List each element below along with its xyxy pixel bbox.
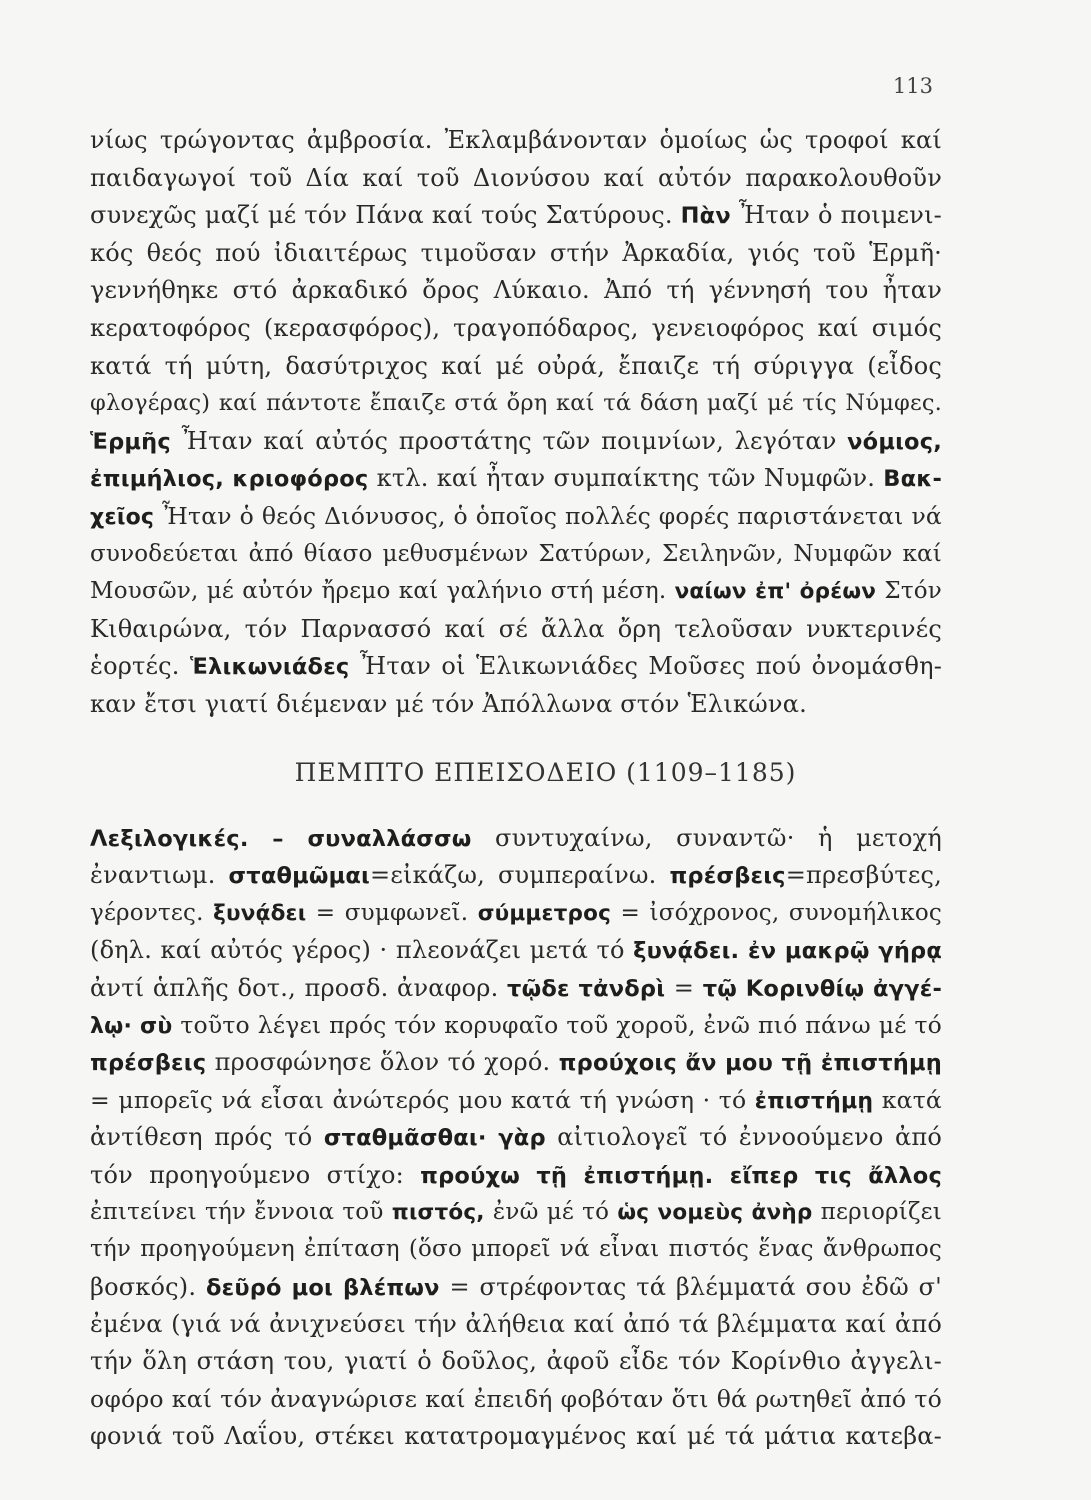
bold-term: τῷ Κορινθίῳ ἀγγέ- (702, 975, 943, 1002)
text-line (90, 1194, 942, 1231)
text-line (90, 611, 942, 649)
bold-term: Λεξιλογικές. – συναλλάσσω (90, 826, 472, 852)
text-line (90, 648, 942, 686)
text-run: ἐναντιωμ. (90, 861, 229, 890)
bold-term: Ἑλικωνιάδες (189, 654, 350, 681)
bold-term: πιστός, (391, 1199, 485, 1225)
bold-term: ὡς νομεὺς ἀνὴρ (617, 1199, 813, 1225)
text-run: =πρεσβύτες, (785, 861, 942, 890)
text-line (90, 385, 942, 423)
text-run: Μουσῶν, μέ αὐτόν ἤρεμο καί γαλήνιο στή μέση. (90, 578, 675, 605)
text-run: = μπορεῖς νά εἶσαι ἀνώτερός μου κατά τή γνώση · τό (90, 1085, 755, 1114)
text-run: = (665, 973, 703, 1002)
text-run: κός θεός πού ἰδιαιτέρως τιμοῦσαν στήν Ἀρκαδία, γιός τοῦ Ἑρμῆ· (90, 238, 942, 267)
text-run: ἀντί ἁπλῆς δοτ., προσδ. ἀναφορ. (90, 973, 508, 1002)
text-run: καν ἔτσι γιατί διέμεναν μέ τόν Ἀπόλλωνα στόν Ἑλικώνα. (90, 689, 807, 718)
glossary-paragraph (90, 820, 942, 1456)
bold-term: προύχω τῇ ἐπιστήμῃ. εἴπερ τις ἄλλος (420, 1162, 942, 1189)
bold-term: δεῦρό μοι βλέπων (205, 1274, 440, 1301)
text-line (90, 122, 942, 160)
bold-term: σταθμᾶσθαι· γὰρ (323, 1125, 546, 1152)
text-run: τοῦτο λέγει πρός τόν κορυφαῖο τοῦ χοροῦ, ἐνῶ πιό πάνω μέ τό (172, 1010, 942, 1039)
text-line (90, 272, 942, 310)
text-line (90, 423, 942, 461)
text-line (90, 197, 942, 235)
bold-term: τῷδε τἀνδρὶ (507, 975, 666, 1002)
bold-term: ἐπιστήμῃ (754, 1088, 874, 1114)
text-line (90, 1082, 942, 1119)
text-line (90, 310, 942, 348)
text-line (90, 820, 942, 857)
text-run: παιδαγωγοί τοῦ Δία καί τοῦ Διονύσου καί αὐτόν παρακολουθοῦν (90, 163, 942, 192)
page-number: 113 (892, 74, 933, 98)
text-run: οφόρο καί τόν ἀναγνώρισε καί ἐπειδή φοβόταν ὅτι θά ρωτηθεῖ ἀπό τό (90, 1384, 942, 1413)
text-line (90, 1269, 942, 1306)
bold-term: ναίων ἐπ' ὀρέων (674, 579, 877, 605)
text-line (90, 895, 942, 932)
text-line (90, 1119, 942, 1156)
text-run: τήν ὅλη στάση του, γιατί ὁ δοῦλος, ἀφοῦ εἶδε τόν Κορίνθιο ἀγγελι- (90, 1347, 942, 1376)
text-run: ἑορτές. (90, 652, 190, 681)
text-run: = συμφωνεῖ. (306, 899, 478, 926)
text-run: συντυχαίνω, συναντῶ· ἡ μετοχή (471, 824, 942, 852)
bold-term: πρέσβεις (90, 1050, 207, 1077)
text-run: γέροντες. (90, 899, 214, 926)
text-line (90, 1157, 942, 1194)
text-run: ἐμένα (γιά νά ἀνιχνεύσει τήν ἀλήθεια καί ἀπό τά βλέμματα καί ἀπό (90, 1310, 942, 1339)
text-run: Κιθαιρώνα, τόν Παρνασσό καί σέ ἄλλα ὄρη τελοῦσαν νυκτερινές (90, 614, 942, 643)
text-line (90, 1381, 942, 1418)
text-line (90, 160, 942, 198)
commentary-paragraph-1 (90, 122, 942, 724)
bold-term: χεῖος (90, 504, 155, 530)
text-run: Ἦταν καί αὐτός προστάτης τῶν ποιμνίων, λεγόταν (170, 426, 848, 455)
text-line (90, 1306, 942, 1343)
text-line (90, 932, 942, 969)
text-line (90, 686, 942, 724)
bold-term: Πὰν (680, 203, 731, 230)
text-run: συνεχῶς μαζί μέ τόν Πάνα καί τούς Σατύρους. (90, 201, 681, 230)
bold-term: σταθμῶμαι (228, 863, 371, 890)
text-line (90, 1343, 942, 1380)
bold-term: ξυνᾴδει (213, 900, 307, 926)
text-line (90, 460, 942, 498)
text-line (90, 235, 942, 273)
text-run: νίως τρώγοντας ἀμβροσία. Ἐκλαμβάνονταν ὁμοίως ὡς τροφοί καί (90, 126, 942, 154)
text-run: = ἰσόχρονος, συνομήλικος (611, 899, 942, 926)
text-line (90, 1007, 942, 1044)
bold-term: προύχοις ἄν μου τῇ ἐπιστήμῃ (558, 1050, 942, 1077)
text-run: αἰτιολογεῖ τό ἐννοούμενο ἀπό (545, 1123, 942, 1152)
text-run: = στρέφοντας τά βλέμματά σου ἐδῶ σ' (439, 1272, 942, 1301)
bold-term: νόμιος, (847, 428, 942, 455)
text-run: κατά τή μύτη, δασύτριχος καί μέ οὐρά, ἔπαιζε τή σύριγγα (εἶδος (90, 351, 942, 380)
bold-term: ξυνᾴδει. ἐν μακρῷ γήρᾳ (633, 938, 942, 965)
text-line (90, 536, 942, 574)
text-run: ἐνῶ μέ τό (484, 1198, 618, 1225)
text-run: κατά (873, 1085, 942, 1114)
bold-term: Βακ- (883, 466, 943, 493)
text-run: φονιά τοῦ Λαΐου, στέκει κατατρομαγμένος καί μέ τά μάτια κατεβα- (90, 1422, 942, 1451)
text-line (90, 1418, 942, 1455)
text-run: τόν προηγούμενο στίχο: (90, 1160, 421, 1189)
text-run: κτλ. καί ἦταν συμπαίκτης τῶν Νυμφῶν. (368, 464, 884, 493)
text-run: =εἰκάζω, συμπεραίνω. (370, 861, 670, 890)
text-run: (δηλ. καί αὐτός γέρος) · πλεονάζει μετά τό (90, 936, 634, 965)
text-line (90, 573, 942, 611)
section-heading: ΠΕΜΠΤΟ ΕΠΕΙΣΟΔΕΙΟ (1109–1185) (294, 758, 797, 787)
text-line (90, 348, 942, 386)
text-run: ἐπιτείνει τήν ἔννοια τοῦ (90, 1198, 392, 1225)
bold-term: Ἑρμῆς (90, 428, 171, 455)
text-run: Ἦταν ὁ θεός Διόνυσος, ὁ ὁποῖος πολλές φορές παριστάνεται νά (154, 501, 942, 530)
text-line (90, 970, 942, 1007)
text-run: συνοδεύεται ἀπό θίασο μεθυσμένων Σατύρων, Σειληνῶν, Νυμφῶν καί (90, 540, 942, 567)
bold-term: ἐπιμήλιος, κριοφόρος (90, 466, 369, 493)
text-run: κερατοφόρος (κερασφόρος), τραγοπόδαρος, γενειοφόρος καί σιμός (90, 313, 942, 342)
text-run: γεννήθηκε στό ἀρκαδικό ὄρος Λύκαιο. Ἀπό τή γέννησή του ἦταν (90, 276, 942, 305)
text-run: φλογέρας) καί πάντοτε ἔπαιζε στά ὄρη καί τά δάση μαζί μέ τίς Νύμφες. (90, 390, 942, 417)
bold-term: λῳ· σὺ (90, 1013, 173, 1039)
text-run: Ἦταν ὁ ποιμενι- (730, 201, 942, 230)
text-run: Στόν (876, 578, 942, 605)
text-run: τήν προηγούμενη ἐπίταση (ὅσο μπορεῖ νά εἶναι πιστός ἕνας ἄνθρωπος (90, 1236, 942, 1263)
text-line (90, 1231, 942, 1268)
bold-term: σύμμετρος (477, 900, 612, 926)
bold-term: πρέσβεις (669, 863, 786, 890)
text-line (90, 857, 942, 894)
text-run: βοσκός). (90, 1272, 206, 1301)
text-line (90, 1044, 942, 1081)
text-run: περιορίζει (812, 1198, 942, 1225)
text-run: Ἦταν οἱ Ἑλικωνιάδες Μοῦσες πού ὀνομάσθη- (349, 652, 942, 681)
text-run: ἀντίθεση πρός τό (90, 1123, 324, 1152)
text-line (90, 498, 942, 536)
text-run: προσφώνησε ὅλον τό χορό. (206, 1048, 559, 1077)
